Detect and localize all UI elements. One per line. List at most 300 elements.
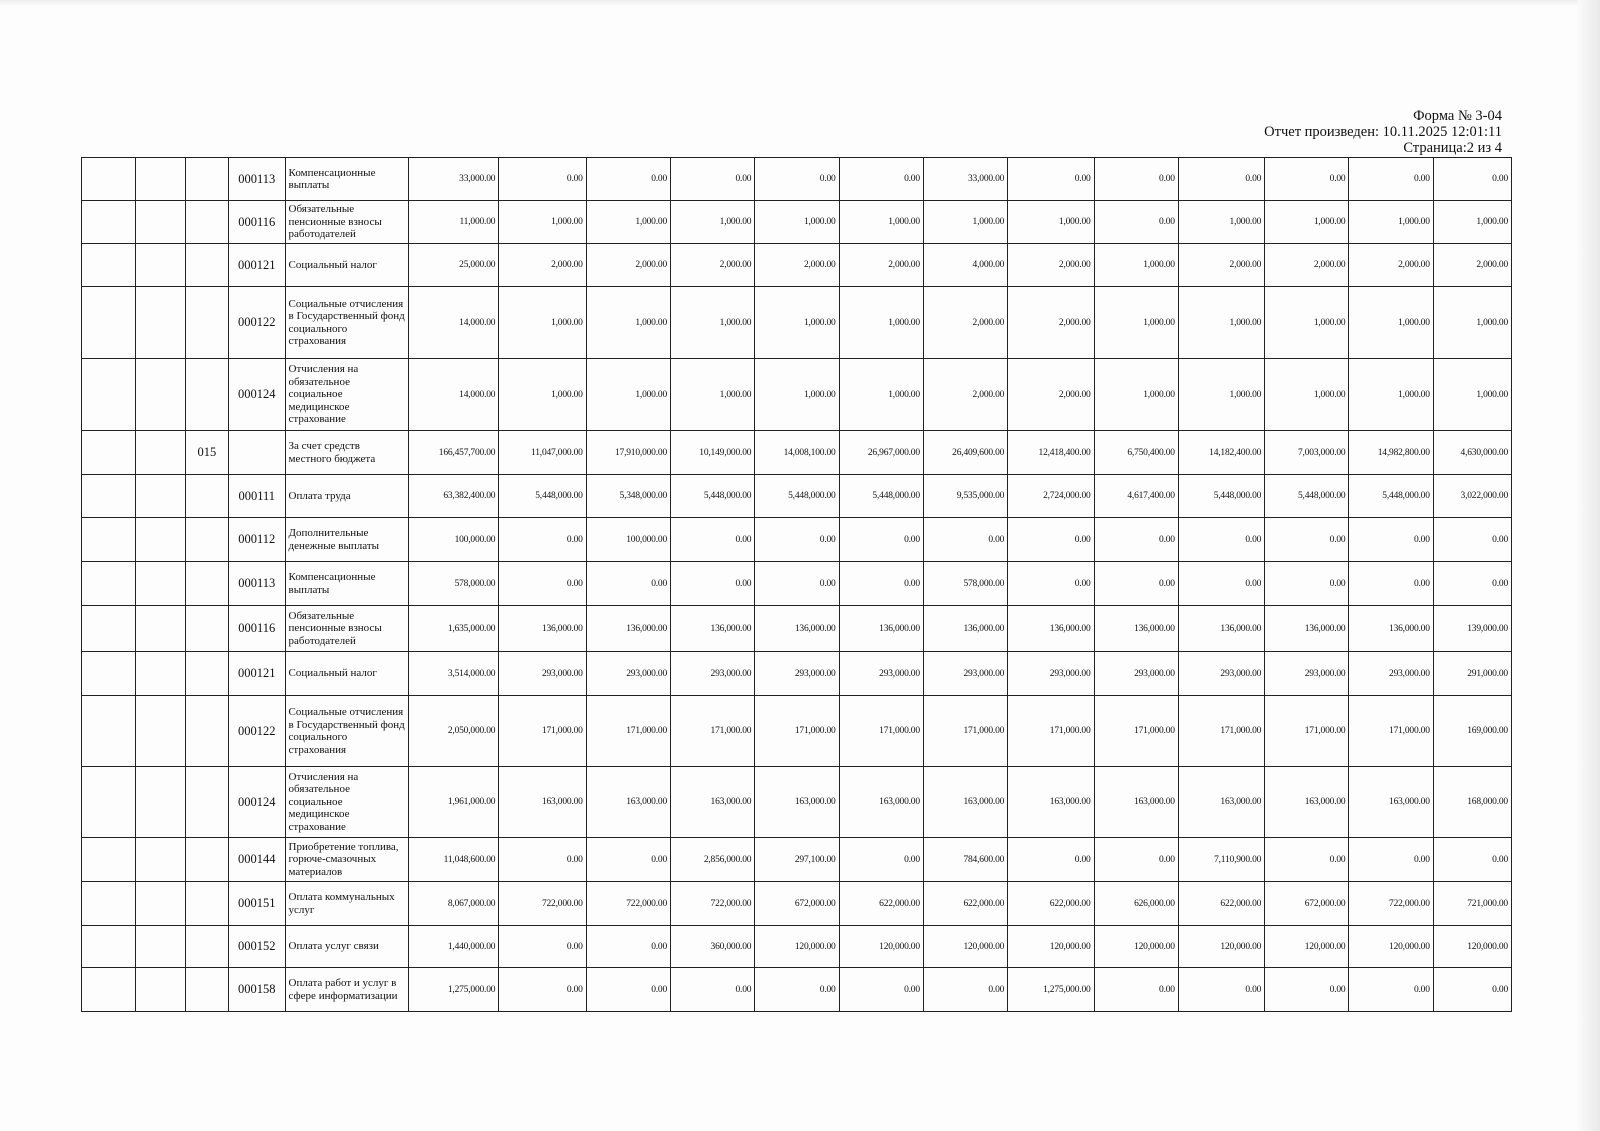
period-value-cell: 11,047,000.00 xyxy=(499,431,586,475)
period-value-cell: 3,022,000.00 xyxy=(1433,475,1511,518)
period-value-cell: 0.00 xyxy=(671,968,755,1012)
period-value-cell: 136,000.00 xyxy=(1265,606,1349,652)
period-value-cell: 0.00 xyxy=(499,562,586,606)
annual-total-cell: 8,067,000.00 xyxy=(408,882,498,926)
period-value-cell: 1,000.00 xyxy=(671,287,755,359)
period-value-cell: 0.00 xyxy=(499,518,586,562)
empty-cell xyxy=(82,767,136,838)
period-value-cell: 2,000.00 xyxy=(1433,244,1511,287)
empty-cell xyxy=(82,926,136,968)
annual-total-cell: 3,514,000.00 xyxy=(408,652,498,696)
specifics-code-cell: 000122 xyxy=(229,696,286,767)
scan-edge-top xyxy=(0,0,1600,6)
period-value-cell: 672,000.00 xyxy=(1265,882,1349,926)
period-value-cell: 0.00 xyxy=(1094,201,1178,244)
empty-cell xyxy=(82,287,136,359)
period-value-cell: 2,000.00 xyxy=(586,244,670,287)
program-code-cell xyxy=(185,696,228,767)
period-value-cell: 5,448,000.00 xyxy=(671,475,755,518)
period-value-cell: 0.00 xyxy=(586,838,670,882)
period-value-cell: 120,000.00 xyxy=(923,926,1007,968)
period-value-cell: 136,000.00 xyxy=(671,606,755,652)
period-value-cell: 0.00 xyxy=(839,838,923,882)
period-value-cell: 0.00 xyxy=(839,518,923,562)
program-code-cell xyxy=(185,968,228,1012)
specifics-code-cell: 000116 xyxy=(229,606,286,652)
period-value-cell: 171,000.00 xyxy=(499,696,586,767)
period-value-cell: 0.00 xyxy=(923,518,1007,562)
period-value-cell: 1,000.00 xyxy=(1178,359,1264,431)
empty-cell xyxy=(136,244,185,287)
period-value-cell: 0.00 xyxy=(671,518,755,562)
period-value-cell: 163,000.00 xyxy=(499,767,586,838)
report-header xyxy=(1150,108,1502,156)
empty-cell xyxy=(136,562,185,606)
specifics-code-cell: 000113 xyxy=(229,158,286,201)
period-value-cell: 163,000.00 xyxy=(839,767,923,838)
empty-cell xyxy=(136,652,185,696)
period-value-cell: 1,000.00 xyxy=(499,201,586,244)
annual-total-cell: 14,000.00 xyxy=(408,359,498,431)
item-name-cell: Приобретение топлива, горюче-смазочных материалов xyxy=(285,838,408,882)
period-value-cell: 622,000.00 xyxy=(839,882,923,926)
item-name-cell: Социальные отчисления в Государственный фонд социального страхования xyxy=(285,696,408,767)
period-value-cell: 0.00 xyxy=(499,158,586,201)
item-name-cell: Отчисления на обязательное социальное медицинское страхование xyxy=(285,359,408,431)
empty-cell xyxy=(136,968,185,1012)
period-value-cell: 171,000.00 xyxy=(1008,696,1094,767)
period-value-cell: 2,000.00 xyxy=(1178,244,1264,287)
specifics-code-cell: 000124 xyxy=(229,767,286,838)
period-value-cell: 0.00 xyxy=(586,968,670,1012)
scan-edge-right xyxy=(1578,0,1600,1131)
empty-cell xyxy=(82,475,136,518)
table-row xyxy=(82,518,1512,562)
period-value-cell: 14,008,100.00 xyxy=(755,431,839,475)
period-value-cell: 0.00 xyxy=(1349,968,1433,1012)
period-value-cell: 7,003,000.00 xyxy=(1265,431,1349,475)
item-name-cell: Дополнительные денежные выплаты xyxy=(285,518,408,562)
period-value-cell: 0.00 xyxy=(1433,968,1511,1012)
period-value-cell: 722,000.00 xyxy=(1349,882,1433,926)
page-number: Страница:2 из 4 xyxy=(1403,140,1502,156)
period-value-cell: 293,000.00 xyxy=(671,652,755,696)
period-value-cell: 0.00 xyxy=(499,926,586,968)
period-value-cell: 5,448,000.00 xyxy=(755,475,839,518)
period-value-cell: 136,000.00 xyxy=(839,606,923,652)
annual-total-cell: 14,000.00 xyxy=(408,287,498,359)
empty-cell xyxy=(82,562,136,606)
empty-cell xyxy=(82,431,136,475)
period-value-cell: 0.00 xyxy=(1094,562,1178,606)
period-value-cell: 293,000.00 xyxy=(1349,652,1433,696)
empty-cell xyxy=(136,882,185,926)
specifics-code-cell: 000158 xyxy=(229,968,286,1012)
period-value-cell: 1,000.00 xyxy=(586,287,670,359)
period-value-cell: 2,000.00 xyxy=(923,359,1007,431)
specifics-code-cell: 000122 xyxy=(229,287,286,359)
period-value-cell: 0.00 xyxy=(839,562,923,606)
period-value-cell: 136,000.00 xyxy=(923,606,1007,652)
period-value-cell: 163,000.00 xyxy=(671,767,755,838)
annual-total-cell: 25,000.00 xyxy=(408,244,498,287)
period-value-cell: 297,100.00 xyxy=(755,838,839,882)
period-value-cell: 2,000.00 xyxy=(499,244,586,287)
period-value-cell: 293,000.00 xyxy=(923,652,1007,696)
period-value-cell: 0.00 xyxy=(1008,158,1094,201)
period-value-cell: 672,000.00 xyxy=(755,882,839,926)
budget-table xyxy=(81,157,1512,1012)
empty-cell xyxy=(82,518,136,562)
period-value-cell: 2,856,000.00 xyxy=(671,838,755,882)
item-name-cell: Обязательные пенсионные взносы работодателей xyxy=(285,606,408,652)
period-value-cell: 120,000.00 xyxy=(839,926,923,968)
empty-cell xyxy=(82,696,136,767)
annual-total-cell: 2,050,000.00 xyxy=(408,696,498,767)
empty-cell xyxy=(136,606,185,652)
period-value-cell: 139,000.00 xyxy=(1433,606,1511,652)
period-value-cell: 0.00 xyxy=(755,518,839,562)
table-row xyxy=(82,838,1512,882)
period-value-cell: 14,182,400.00 xyxy=(1178,431,1264,475)
annual-total-cell: 100,000.00 xyxy=(408,518,498,562)
specifics-code-cell: 000121 xyxy=(229,652,286,696)
table-row xyxy=(82,926,1512,968)
period-value-cell: 171,000.00 xyxy=(1265,696,1349,767)
empty-cell xyxy=(136,696,185,767)
period-value-cell: 1,000.00 xyxy=(839,359,923,431)
item-name-cell: Социальные отчисления в Государственный фонд социального страхования xyxy=(285,287,408,359)
period-value-cell: 6,750,400.00 xyxy=(1094,431,1178,475)
empty-cell xyxy=(82,968,136,1012)
period-value-cell: 1,000.00 xyxy=(1433,201,1511,244)
annual-total-cell: 1,440,000.00 xyxy=(408,926,498,968)
period-value-cell: 0.00 xyxy=(1265,158,1349,201)
empty-cell xyxy=(82,158,136,201)
period-value-cell: 1,000.00 xyxy=(499,359,586,431)
period-value-cell: 1,000.00 xyxy=(671,359,755,431)
period-value-cell: 136,000.00 xyxy=(1178,606,1264,652)
period-value-cell: 0.00 xyxy=(1178,158,1264,201)
table-row xyxy=(82,244,1512,287)
period-value-cell: 163,000.00 xyxy=(755,767,839,838)
specifics-code-cell: 000111 xyxy=(229,475,286,518)
period-value-cell: 1,000.00 xyxy=(671,201,755,244)
period-value-cell: 0.00 xyxy=(1433,158,1511,201)
period-value-cell: 1,000.00 xyxy=(586,359,670,431)
period-value-cell: 0.00 xyxy=(586,562,670,606)
specifics-code-cell: 000124 xyxy=(229,359,286,431)
period-value-cell: 0.00 xyxy=(1265,968,1349,1012)
period-value-cell: 171,000.00 xyxy=(1094,696,1178,767)
table-row xyxy=(82,968,1512,1012)
period-value-cell: 2,000.00 xyxy=(1265,244,1349,287)
period-value-cell: 136,000.00 xyxy=(1349,606,1433,652)
period-value-cell: 293,000.00 xyxy=(586,652,670,696)
period-value-cell: 1,000.00 xyxy=(1265,201,1349,244)
period-value-cell: 622,000.00 xyxy=(1008,882,1094,926)
period-value-cell: 1,275,000.00 xyxy=(1008,968,1094,1012)
item-name-cell: Оплата коммунальных услуг xyxy=(285,882,408,926)
period-value-cell: 163,000.00 xyxy=(1094,767,1178,838)
period-value-cell: 169,000.00 xyxy=(1433,696,1511,767)
period-value-cell: 784,600.00 xyxy=(923,838,1007,882)
item-name-cell: Оплата труда xyxy=(285,475,408,518)
period-value-cell: 17,910,000.00 xyxy=(586,431,670,475)
period-value-cell: 0.00 xyxy=(1349,562,1433,606)
period-value-cell: 2,000.00 xyxy=(1008,359,1094,431)
program-code-cell xyxy=(185,882,228,926)
period-value-cell: 626,000.00 xyxy=(1094,882,1178,926)
period-value-cell: 1,000.00 xyxy=(1349,287,1433,359)
item-name-cell: За счет средств местного бюджета xyxy=(285,431,408,475)
period-value-cell: 0.00 xyxy=(1433,562,1511,606)
period-value-cell: 2,000.00 xyxy=(1008,287,1094,359)
program-code-cell xyxy=(185,562,228,606)
period-value-cell: 4,617,400.00 xyxy=(1094,475,1178,518)
period-value-cell: 33,000.00 xyxy=(923,158,1007,201)
period-value-cell: 722,000.00 xyxy=(586,882,670,926)
specifics-code-cell: 000116 xyxy=(229,201,286,244)
period-value-cell: 0.00 xyxy=(755,562,839,606)
period-value-cell: 1,000.00 xyxy=(1265,287,1349,359)
annual-total-cell: 63,382,400.00 xyxy=(408,475,498,518)
period-value-cell: 4,000.00 xyxy=(923,244,1007,287)
period-value-cell: 14,982,800.00 xyxy=(1349,431,1433,475)
empty-cell xyxy=(136,475,185,518)
specifics-code-cell: 000144 xyxy=(229,838,286,882)
program-code-cell xyxy=(185,926,228,968)
period-value-cell: 26,409,600.00 xyxy=(923,431,1007,475)
empty-cell xyxy=(82,359,136,431)
empty-cell xyxy=(136,431,185,475)
report-timestamp: Отчет произведен: 10.11.2025 12:01:11 xyxy=(1264,124,1502,140)
period-value-cell: 1,000.00 xyxy=(1433,287,1511,359)
table-row xyxy=(82,475,1512,518)
period-value-cell: 2,000.00 xyxy=(1349,244,1433,287)
period-value-cell: 2,000.00 xyxy=(1008,244,1094,287)
table-row xyxy=(82,696,1512,767)
period-value-cell: 9,535,000.00 xyxy=(923,475,1007,518)
empty-cell xyxy=(136,359,185,431)
annual-total-cell: 11,000.00 xyxy=(408,201,498,244)
item-name-cell: Компенсационные выплаты xyxy=(285,562,408,606)
period-value-cell: 1,000.00 xyxy=(839,287,923,359)
period-value-cell: 171,000.00 xyxy=(1349,696,1433,767)
period-value-cell: 4,630,000.00 xyxy=(1433,431,1511,475)
period-value-cell: 0.00 xyxy=(1433,838,1511,882)
period-value-cell: 163,000.00 xyxy=(923,767,1007,838)
item-name-cell: Оплата услуг связи xyxy=(285,926,408,968)
period-value-cell: 120,000.00 xyxy=(1349,926,1433,968)
period-value-cell: 0.00 xyxy=(1094,968,1178,1012)
annual-total-cell: 578,000.00 xyxy=(408,562,498,606)
specifics-code-cell: 000121 xyxy=(229,244,286,287)
program-code-cell xyxy=(185,287,228,359)
table-row xyxy=(82,562,1512,606)
period-value-cell: 0.00 xyxy=(1094,518,1178,562)
period-value-cell: 1,000.00 xyxy=(1349,201,1433,244)
period-value-cell: 5,448,000.00 xyxy=(839,475,923,518)
specifics-code-cell xyxy=(229,431,286,475)
period-value-cell: 171,000.00 xyxy=(839,696,923,767)
item-name-cell: Социальный налог xyxy=(285,652,408,696)
period-value-cell: 1,000.00 xyxy=(499,287,586,359)
item-name-cell: Отчисления на обязательное социальное медицинское страхование xyxy=(285,767,408,838)
period-value-cell: 26,967,000.00 xyxy=(839,431,923,475)
program-code-cell xyxy=(185,475,228,518)
annual-total-cell: 1,961,000.00 xyxy=(408,767,498,838)
period-value-cell: 171,000.00 xyxy=(923,696,1007,767)
period-value-cell: 293,000.00 xyxy=(755,652,839,696)
period-value-cell: 136,000.00 xyxy=(1094,606,1178,652)
period-value-cell: 0.00 xyxy=(1008,838,1094,882)
table-row xyxy=(82,431,1512,475)
empty-cell xyxy=(82,882,136,926)
specifics-code-cell: 000112 xyxy=(229,518,286,562)
period-value-cell: 0.00 xyxy=(1178,562,1264,606)
annual-total-cell: 11,048,600.00 xyxy=(408,838,498,882)
program-code-cell xyxy=(185,606,228,652)
empty-cell xyxy=(136,287,185,359)
period-value-cell: 0.00 xyxy=(1433,518,1511,562)
period-value-cell: 0.00 xyxy=(1265,518,1349,562)
period-value-cell: 163,000.00 xyxy=(1349,767,1433,838)
period-value-cell: 0.00 xyxy=(839,968,923,1012)
empty-cell xyxy=(82,652,136,696)
period-value-cell: 0.00 xyxy=(755,158,839,201)
program-code-cell xyxy=(185,838,228,882)
period-value-cell: 2,000.00 xyxy=(923,287,1007,359)
period-value-cell: 120,000.00 xyxy=(1094,926,1178,968)
annual-total-cell: 1,635,000.00 xyxy=(408,606,498,652)
period-value-cell: 293,000.00 xyxy=(1094,652,1178,696)
period-value-cell: 0.00 xyxy=(923,968,1007,1012)
period-value-cell: 2,724,000.00 xyxy=(1008,475,1094,518)
period-value-cell: 0.00 xyxy=(499,838,586,882)
period-value-cell: 578,000.00 xyxy=(923,562,1007,606)
period-value-cell: 5,448,000.00 xyxy=(1349,475,1433,518)
period-value-cell: 120,000.00 xyxy=(1265,926,1349,968)
period-value-cell: 136,000.00 xyxy=(499,606,586,652)
period-value-cell: 163,000.00 xyxy=(586,767,670,838)
period-value-cell: 2,000.00 xyxy=(671,244,755,287)
period-value-cell: 0.00 xyxy=(1008,562,1094,606)
period-value-cell: 163,000.00 xyxy=(1008,767,1094,838)
form-number: Форма № 3-04 xyxy=(1413,108,1502,124)
empty-cell xyxy=(136,518,185,562)
specifics-code-cell: 000113 xyxy=(229,562,286,606)
period-value-cell: 5,448,000.00 xyxy=(1265,475,1349,518)
period-value-cell: 622,000.00 xyxy=(1178,882,1264,926)
table-row xyxy=(82,882,1512,926)
period-value-cell: 120,000.00 xyxy=(1433,926,1511,968)
period-value-cell: 1,000.00 xyxy=(755,359,839,431)
table-body xyxy=(82,158,1512,1012)
period-value-cell: 622,000.00 xyxy=(923,882,1007,926)
period-value-cell: 0.00 xyxy=(1008,518,1094,562)
period-value-cell: 136,000.00 xyxy=(1008,606,1094,652)
period-value-cell: 1,000.00 xyxy=(1094,244,1178,287)
period-value-cell: 171,000.00 xyxy=(671,696,755,767)
period-value-cell: 1,000.00 xyxy=(1094,287,1178,359)
item-name-cell: Оплата работ и услуг в сфере информатизации xyxy=(285,968,408,1012)
table-row xyxy=(82,359,1512,431)
period-value-cell: 0.00 xyxy=(586,926,670,968)
period-value-cell: 0.00 xyxy=(1265,838,1349,882)
period-value-cell: 0.00 xyxy=(671,562,755,606)
period-value-cell: 0.00 xyxy=(1094,158,1178,201)
period-value-cell: 293,000.00 xyxy=(1008,652,1094,696)
period-value-cell: 0.00 xyxy=(1349,518,1433,562)
period-value-cell: 1,000.00 xyxy=(839,201,923,244)
program-code-cell xyxy=(185,201,228,244)
period-value-cell: 0.00 xyxy=(1178,968,1264,1012)
period-value-cell: 722,000.00 xyxy=(671,882,755,926)
program-code-cell xyxy=(185,518,228,562)
period-value-cell: 10,149,000.00 xyxy=(671,431,755,475)
period-value-cell: 0.00 xyxy=(1178,518,1264,562)
empty-cell xyxy=(82,201,136,244)
table-row xyxy=(82,158,1512,201)
period-value-cell: 136,000.00 xyxy=(755,606,839,652)
program-code-cell: 015 xyxy=(185,431,228,475)
empty-cell xyxy=(136,926,185,968)
period-value-cell: 171,000.00 xyxy=(1178,696,1264,767)
period-value-cell: 360,000.00 xyxy=(671,926,755,968)
period-value-cell: 291,000.00 xyxy=(1433,652,1511,696)
table-row xyxy=(82,606,1512,652)
table-row xyxy=(82,201,1512,244)
program-code-cell xyxy=(185,244,228,287)
period-value-cell: 120,000.00 xyxy=(1178,926,1264,968)
period-value-cell: 0.00 xyxy=(755,968,839,1012)
program-code-cell xyxy=(185,158,228,201)
period-value-cell: 2,000.00 xyxy=(755,244,839,287)
specifics-code-cell: 000151 xyxy=(229,882,286,926)
period-value-cell: 1,000.00 xyxy=(1349,359,1433,431)
table-row xyxy=(82,652,1512,696)
empty-cell xyxy=(136,767,185,838)
period-value-cell: 1,000.00 xyxy=(1178,287,1264,359)
item-name-cell: Обязательные пенсионные взносы работодателей xyxy=(285,201,408,244)
period-value-cell: 120,000.00 xyxy=(1008,926,1094,968)
period-value-cell: 12,418,400.00 xyxy=(1008,431,1094,475)
period-value-cell: 163,000.00 xyxy=(1178,767,1264,838)
period-value-cell: 0.00 xyxy=(499,968,586,1012)
period-value-cell: 293,000.00 xyxy=(499,652,586,696)
period-value-cell: 0.00 xyxy=(839,158,923,201)
annual-total-cell: 33,000.00 xyxy=(408,158,498,201)
period-value-cell: 1,000.00 xyxy=(1265,359,1349,431)
period-value-cell: 5,448,000.00 xyxy=(1178,475,1264,518)
period-value-cell: 293,000.00 xyxy=(1178,652,1264,696)
period-value-cell: 721,000.00 xyxy=(1433,882,1511,926)
period-value-cell: 0.00 xyxy=(1349,838,1433,882)
period-value-cell: 100,000.00 xyxy=(586,518,670,562)
table-row xyxy=(82,767,1512,838)
period-value-cell: 1,000.00 xyxy=(1178,201,1264,244)
period-value-cell: 0.00 xyxy=(1094,838,1178,882)
period-value-cell: 136,000.00 xyxy=(586,606,670,652)
period-value-cell: 5,348,000.00 xyxy=(586,475,670,518)
table-row xyxy=(82,287,1512,359)
period-value-cell: 163,000.00 xyxy=(1265,767,1349,838)
program-code-cell xyxy=(185,652,228,696)
empty-cell xyxy=(82,244,136,287)
period-value-cell: 1,000.00 xyxy=(1008,201,1094,244)
period-value-cell: 0.00 xyxy=(671,158,755,201)
